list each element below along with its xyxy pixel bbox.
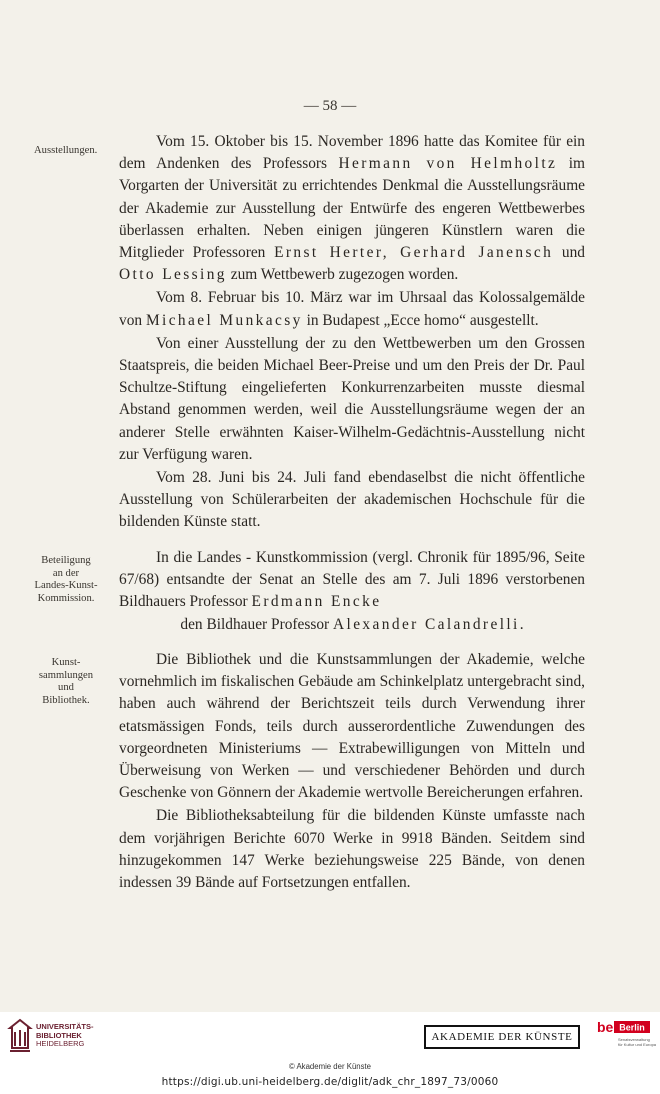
paragraph: [119, 333, 585, 466]
text-run: .: [519, 616, 524, 633]
margin-note-line: Beteiligung: [41, 555, 91, 566]
spaced-name: Alexander Calandrelli: [333, 616, 520, 633]
spaced-name: Erdmann Encke: [251, 593, 382, 611]
text-run: zum Wettbewerb zugezogen worden.: [226, 266, 459, 284]
text-run: im Vorgarten der Universität zu errichtendes Denkmal die Ausstellungsräume der Akademie zur Ausstellung der Entwürfe des engeren Wettbewerbes überlassen erhalten. Neben einigen jüngeren Künstlern waren die Mitglieder Professoren: [119, 155, 585, 262]
university-library-name: [36, 1023, 94, 1049]
page-number: — 58 —: [303, 98, 357, 114]
source-url-link[interactable]: https://digi.ub.uni-heidelberg.de/diglit/adk_chr_1897_73/0060: [161, 1076, 499, 1088]
berlin-senate-logo[interactable]: [596, 1018, 657, 1054]
margin-note-line: sammlungen: [38, 669, 94, 681]
section-bibliothek: [119, 649, 585, 894]
paragraph: [119, 649, 585, 804]
margin-note-line: Landes-Kunst-: [34, 580, 98, 591]
margin-note-line: Kunst-: [51, 657, 81, 668]
text-run: Vom 15. Oktober bis 15. November 1896 hatte das Komitee für ein dem Andenken des Professors: [119, 133, 585, 173]
margin-note-line: Bibliothek.: [42, 694, 90, 706]
centered-line: [119, 614, 585, 636]
text-run: Die Bibliothek und die Kunstsammlungen der Akademie, welche vornehmlich im fiskalischen Gebäude am Schinkelplatz untergebracht sind, haben auch während der Berichtszeit teils durch Verwendung ihrer etatsmässigen Fonds, teils durch ausserordentliche Zuwendungen des vorgeordneten Ministeriums — Extrabewilligungen von Mitteln und Überweisung von Werken — und verschiedener Behörden und durch Geschenke von Gönnern der Akademie wertvolle Bereicherungen erfahren.: [119, 651, 585, 802]
text-run: Die Bibliotheksabteilung für die bildenden Künste umfasste nach dem vorjährigen Berichte 6070 Werke in 9918 Bänden. Seitdem sind hinzugekommen 147 Werke beziehungsweise 225 Bände, von denen indessen 39 Bände auf Fortsetzungen entfallen.: [119, 807, 585, 892]
margin-note-bibliothek: [34, 657, 98, 707]
text-run: Von einer Ausstellung der zu den Wettbewerben um den Grossen Staatspreis, die beiden Michael Beer-Preise und um den Preis der Dr. Paul Schultze-Stiftung eingelieferten Konkurrenzarbeiten musste diesmal Abstand genommen werden, weil die Ausstellungsräume wegen der an anderer Stelle erwähnten Kaiser-Wilhelm-Gedächtnis-Ausstellung nicht zur Verfügung waren.: [119, 334, 585, 463]
text-run: In die Landes - Kunstkommission (vergl. Chronik für 1895/96, Seite 67/68) entsandte der Senat an Stelle des am 7. Juli 1896 verstorbenen Bildhauers Professor: [119, 549, 585, 611]
text-run: den Bildhauer Professor: [180, 616, 333, 633]
text-run: und: [553, 244, 586, 262]
margin-note-line: Ausstellungen.: [34, 145, 98, 156]
spaced-name: Hermann von Helmholtz: [338, 155, 558, 173]
paragraph: [119, 467, 585, 534]
margin-note-ausstellungen: [34, 145, 97, 158]
berlin-logo-prefix: be: [597, 1019, 614, 1035]
university-line: UNIVERSITÄTS-: [36, 1022, 94, 1031]
paragraph: [119, 131, 585, 286]
paragraph: [119, 547, 585, 614]
berlin-logo-caption: Senatsverwaltung: [618, 1037, 650, 1042]
paragraph: [119, 287, 585, 331]
academy-label: AKADEMIE DER KÜNSTE: [431, 1031, 573, 1043]
spaced-name: Otto Lessing: [119, 266, 227, 284]
university-line: HEIDELBERG: [36, 1039, 85, 1049]
spaced-name: Ernst Herter, Gerhard Janensch: [274, 244, 554, 262]
copyright-text: © Akademie der Künste: [288, 1062, 372, 1071]
section-ausstellungen: [119, 131, 585, 534]
paragraph: [119, 805, 585, 894]
margin-note-kommission: [34, 555, 98, 605]
text-run: Vom 8. Februar bis 10. März war im Uhrsaal das Kolossalgemälde von: [119, 289, 585, 329]
university-library-logo[interactable]: [8, 1018, 32, 1054]
spaced-name: Michael Munkacsy: [145, 311, 303, 329]
text-run: Vom 28. Juni bis 24. Juli fand ebendaselbst die nicht öffentliche Ausstellung von Schülerarbeiten der akademischen Hochschule für die bildenden Künste statt.: [119, 469, 585, 531]
margin-note-line: an der: [52, 567, 80, 579]
berlin-logo-name: Berlin: [619, 1022, 645, 1033]
margin-note-line: und: [58, 682, 74, 693]
berlin-logo-caption: für Kultur und Europa: [618, 1042, 657, 1047]
academy-logo-box[interactable]: [424, 1025, 580, 1049]
university-line: BIBLIOTHEK: [36, 1030, 82, 1040]
text-run: in Budapest „Ecce homo“ ausgestellt.: [302, 311, 539, 329]
margin-note-line: Kommission.: [37, 592, 95, 604]
section-kommission: [119, 547, 585, 614]
